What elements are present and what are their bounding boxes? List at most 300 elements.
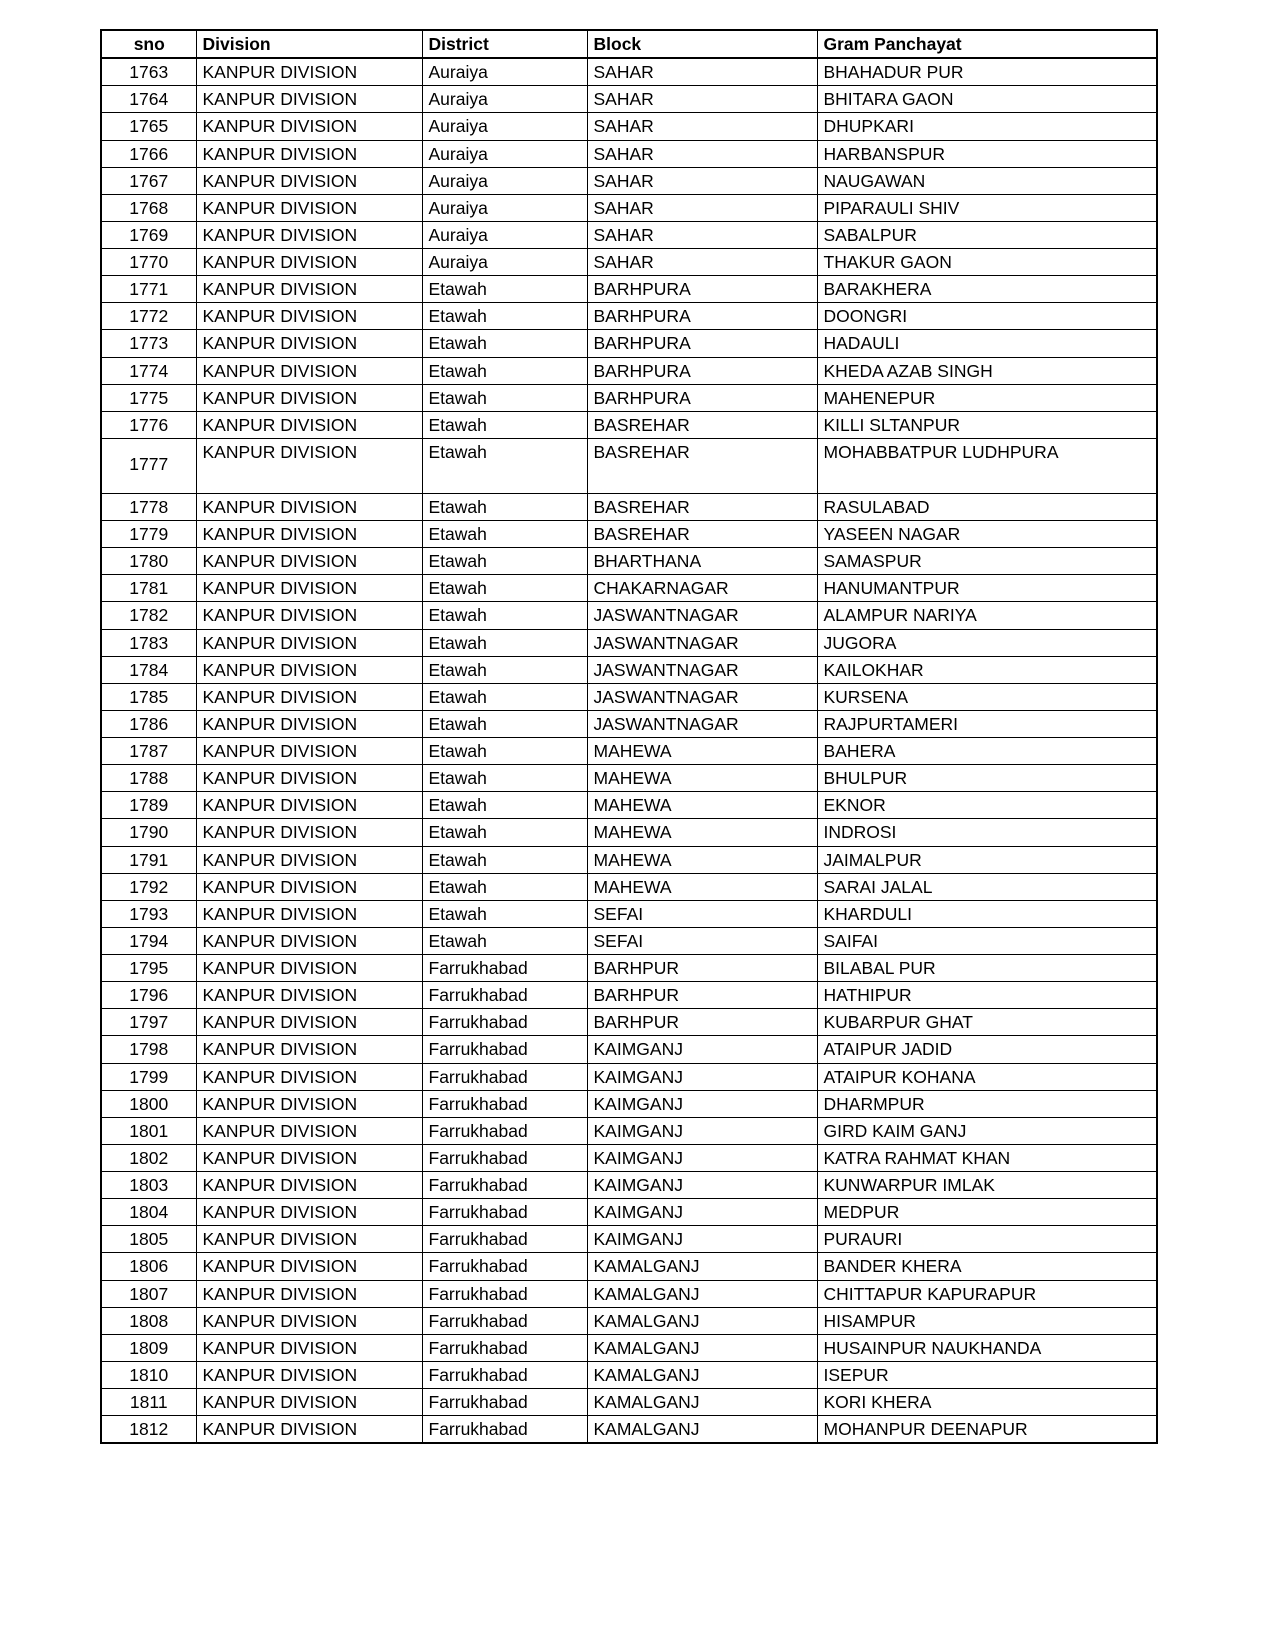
cell-sno: 1768 xyxy=(101,194,196,221)
cell-gram-panchayat: KURSENA xyxy=(817,683,1157,710)
table-body xyxy=(101,58,1157,1443)
cell-sno: 1783 xyxy=(101,629,196,656)
cell-block: MAHEWA xyxy=(587,792,817,819)
cell-block: JASWANTNAGAR xyxy=(587,710,817,737)
cell-division: KANPUR DIVISION xyxy=(196,249,422,276)
cell-district: Farrukhabad xyxy=(422,1172,587,1199)
cell-block: KAIMGANJ xyxy=(587,1036,817,1063)
table-row xyxy=(101,140,1157,167)
table-row xyxy=(101,438,1157,493)
cell-block: SAHAR xyxy=(587,167,817,194)
gram-panchayat-table xyxy=(100,29,1158,1444)
cell-sno: 1804 xyxy=(101,1199,196,1226)
cell-district: Farrukhabad xyxy=(422,982,587,1009)
cell-sno: 1787 xyxy=(101,738,196,765)
cell-division: KANPUR DIVISION xyxy=(196,873,422,900)
cell-division: KANPUR DIVISION xyxy=(196,792,422,819)
cell-gram-panchayat: RAJPURTAMERI xyxy=(817,710,1157,737)
cell-district: Farrukhabad xyxy=(422,1117,587,1144)
cell-division: KANPUR DIVISION xyxy=(196,900,422,927)
cell-district: Farrukhabad xyxy=(422,1307,587,1334)
cell-gram-panchayat: KAILOKHAR xyxy=(817,656,1157,683)
table-row xyxy=(101,629,1157,656)
table-row xyxy=(101,167,1157,194)
cell-sno: 1779 xyxy=(101,521,196,548)
cell-sno: 1793 xyxy=(101,900,196,927)
cell-gram-panchayat: EKNOR xyxy=(817,792,1157,819)
table-row xyxy=(101,86,1157,113)
cell-block: BARHPUR xyxy=(587,1009,817,1036)
table-row xyxy=(101,113,1157,140)
cell-gram-panchayat: THAKUR GAON xyxy=(817,249,1157,276)
cell-gram-panchayat: YASEEN NAGAR xyxy=(817,521,1157,548)
cell-gram-panchayat: ATAIPUR JADID xyxy=(817,1036,1157,1063)
cell-sno: 1806 xyxy=(101,1253,196,1280)
cell-gram-panchayat: HANUMANTPUR xyxy=(817,575,1157,602)
cell-gram-panchayat: BHITARA GAON xyxy=(817,86,1157,113)
table-row xyxy=(101,1199,1157,1226)
cell-block: BASREHAR xyxy=(587,438,817,493)
cell-division: KANPUR DIVISION xyxy=(196,493,422,520)
cell-division: KANPUR DIVISION xyxy=(196,303,422,330)
table-row xyxy=(101,548,1157,575)
column-header-gram-panchayat: Gram Panchayat xyxy=(817,30,1157,58)
column-header-district: District xyxy=(422,30,587,58)
cell-gram-panchayat: KHARDULI xyxy=(817,900,1157,927)
cell-gram-panchayat: BANDER KHERA xyxy=(817,1253,1157,1280)
cell-block: SAHAR xyxy=(587,221,817,248)
cell-block: MAHEWA xyxy=(587,873,817,900)
cell-gram-panchayat: SAIFAI xyxy=(817,927,1157,954)
cell-division: KANPUR DIVISION xyxy=(196,1389,422,1416)
cell-block: SAHAR xyxy=(587,140,817,167)
cell-division: KANPUR DIVISION xyxy=(196,1253,422,1280)
cell-district: Farrukhabad xyxy=(422,1389,587,1416)
cell-district: Etawah xyxy=(422,548,587,575)
cell-district: Auraiya xyxy=(422,140,587,167)
cell-division: KANPUR DIVISION xyxy=(196,1090,422,1117)
cell-sno: 1810 xyxy=(101,1361,196,1388)
cell-gram-panchayat: ATAIPUR KOHANA xyxy=(817,1063,1157,1090)
table-header xyxy=(101,30,1157,58)
table-row xyxy=(101,1036,1157,1063)
cell-district: Etawah xyxy=(422,384,587,411)
cell-gram-panchayat: HATHIPUR xyxy=(817,982,1157,1009)
cell-block: KAMALGANJ xyxy=(587,1307,817,1334)
table-row xyxy=(101,982,1157,1009)
cell-division: KANPUR DIVISION xyxy=(196,140,422,167)
cell-sno: 1785 xyxy=(101,683,196,710)
cell-sno: 1792 xyxy=(101,873,196,900)
cell-block: SAHAR xyxy=(587,249,817,276)
cell-district: Etawah xyxy=(422,683,587,710)
cell-division: KANPUR DIVISION xyxy=(196,1144,422,1171)
table-row xyxy=(101,411,1157,438)
table-row xyxy=(101,384,1157,411)
cell-sno: 1777 xyxy=(101,438,196,493)
table-row xyxy=(101,357,1157,384)
cell-gram-panchayat: SABALPUR xyxy=(817,221,1157,248)
cell-district: Etawah xyxy=(422,493,587,520)
cell-division: KANPUR DIVISION xyxy=(196,1334,422,1361)
table-row xyxy=(101,1280,1157,1307)
cell-division: KANPUR DIVISION xyxy=(196,629,422,656)
cell-block: BASREHAR xyxy=(587,493,817,520)
table-row xyxy=(101,656,1157,683)
cell-division: KANPUR DIVISION xyxy=(196,1280,422,1307)
cell-block: JASWANTNAGAR xyxy=(587,629,817,656)
cell-block: JASWANTNAGAR xyxy=(587,683,817,710)
cell-district: Etawah xyxy=(422,276,587,303)
table-row xyxy=(101,575,1157,602)
cell-block: BARHPUR xyxy=(587,982,817,1009)
cell-block: BASREHAR xyxy=(587,521,817,548)
cell-gram-panchayat: RASULABAD xyxy=(817,493,1157,520)
cell-district: Etawah xyxy=(422,330,587,357)
column-header-division: Division xyxy=(196,30,422,58)
cell-district: Etawah xyxy=(422,873,587,900)
cell-gram-panchayat: HADAULI xyxy=(817,330,1157,357)
cell-district: Etawah xyxy=(422,927,587,954)
cell-district: Farrukhabad xyxy=(422,1009,587,1036)
cell-district: Auraiya xyxy=(422,113,587,140)
cell-gram-panchayat: DHARMPUR xyxy=(817,1090,1157,1117)
cell-sno: 1771 xyxy=(101,276,196,303)
table-row xyxy=(101,765,1157,792)
cell-sno: 1803 xyxy=(101,1172,196,1199)
table-row xyxy=(101,493,1157,520)
cell-district: Etawah xyxy=(422,303,587,330)
cell-sno: 1807 xyxy=(101,1280,196,1307)
cell-division: KANPUR DIVISION xyxy=(196,276,422,303)
cell-gram-panchayat: KATRA RAHMAT KHAN xyxy=(817,1144,1157,1171)
cell-sno: 1766 xyxy=(101,140,196,167)
cell-district: Farrukhabad xyxy=(422,1253,587,1280)
cell-sno: 1800 xyxy=(101,1090,196,1117)
cell-sno: 1812 xyxy=(101,1416,196,1444)
table-row xyxy=(101,1389,1157,1416)
cell-district: Farrukhabad xyxy=(422,1280,587,1307)
cell-sno: 1780 xyxy=(101,548,196,575)
table-row xyxy=(101,602,1157,629)
cell-block: KAIMGANJ xyxy=(587,1199,817,1226)
column-header-sno: sno xyxy=(101,30,196,58)
cell-district: Auraiya xyxy=(422,167,587,194)
cell-district: Etawah xyxy=(422,710,587,737)
table-row xyxy=(101,819,1157,846)
cell-block: BARHPURA xyxy=(587,276,817,303)
cell-block: MAHEWA xyxy=(587,846,817,873)
cell-division: KANPUR DIVISION xyxy=(196,1416,422,1444)
cell-division: KANPUR DIVISION xyxy=(196,330,422,357)
cell-district: Etawah xyxy=(422,738,587,765)
cell-gram-panchayat: ALAMPUR NARIYA xyxy=(817,602,1157,629)
cell-gram-panchayat: KORI KHERA xyxy=(817,1389,1157,1416)
cell-sno: 1784 xyxy=(101,656,196,683)
cell-district: Etawah xyxy=(422,357,587,384)
cell-gram-panchayat: PURAURI xyxy=(817,1226,1157,1253)
cell-block: SAHAR xyxy=(587,58,817,86)
table-row xyxy=(101,1307,1157,1334)
cell-division: KANPUR DIVISION xyxy=(196,357,422,384)
table-row xyxy=(101,1117,1157,1144)
cell-division: KANPUR DIVISION xyxy=(196,113,422,140)
cell-sno: 1769 xyxy=(101,221,196,248)
cell-gram-panchayat: CHITTAPUR KAPURAPUR xyxy=(817,1280,1157,1307)
cell-division: KANPUR DIVISION xyxy=(196,411,422,438)
cell-sno: 1778 xyxy=(101,493,196,520)
cell-block: SAHAR xyxy=(587,113,817,140)
table-row xyxy=(101,249,1157,276)
cell-block: MAHEWA xyxy=(587,819,817,846)
cell-gram-panchayat: HISAMPUR xyxy=(817,1307,1157,1334)
cell-sno: 1765 xyxy=(101,113,196,140)
cell-district: Farrukhabad xyxy=(422,1090,587,1117)
cell-block: KAMALGANJ xyxy=(587,1361,817,1388)
cell-block: MAHEWA xyxy=(587,765,817,792)
cell-district: Farrukhabad xyxy=(422,1416,587,1444)
cell-division: KANPUR DIVISION xyxy=(196,521,422,548)
cell-sno: 1801 xyxy=(101,1117,196,1144)
cell-division: KANPUR DIVISION xyxy=(196,846,422,873)
cell-division: KANPUR DIVISION xyxy=(196,1063,422,1090)
table-row xyxy=(101,1009,1157,1036)
table-row xyxy=(101,1361,1157,1388)
cell-gram-panchayat: DHUPKARI xyxy=(817,113,1157,140)
cell-block: SAHAR xyxy=(587,194,817,221)
cell-division: KANPUR DIVISION xyxy=(196,1172,422,1199)
cell-division: KANPUR DIVISION xyxy=(196,1117,422,1144)
cell-gram-panchayat: KHEDA AZAB SINGH xyxy=(817,357,1157,384)
cell-gram-panchayat: SAMASPUR xyxy=(817,548,1157,575)
cell-division: KANPUR DIVISION xyxy=(196,738,422,765)
table-row xyxy=(101,955,1157,982)
cell-district: Etawah xyxy=(422,900,587,927)
cell-block: BHARTHANA xyxy=(587,548,817,575)
column-header-block: Block xyxy=(587,30,817,58)
table-header-row xyxy=(101,30,1157,58)
cell-district: Etawah xyxy=(422,602,587,629)
cell-sno: 1763 xyxy=(101,58,196,86)
cell-division: KANPUR DIVISION xyxy=(196,982,422,1009)
cell-division: KANPUR DIVISION xyxy=(196,167,422,194)
cell-block: KAIMGANJ xyxy=(587,1117,817,1144)
table-row xyxy=(101,1144,1157,1171)
cell-gram-panchayat: JUGORA xyxy=(817,629,1157,656)
cell-sno: 1799 xyxy=(101,1063,196,1090)
cell-division: KANPUR DIVISION xyxy=(196,221,422,248)
cell-gram-panchayat: ISEPUR xyxy=(817,1361,1157,1388)
cell-sno: 1764 xyxy=(101,86,196,113)
cell-sno: 1789 xyxy=(101,792,196,819)
cell-division: KANPUR DIVISION xyxy=(196,710,422,737)
table-row xyxy=(101,521,1157,548)
cell-block: KAMALGANJ xyxy=(587,1253,817,1280)
cell-district: Farrukhabad xyxy=(422,1063,587,1090)
cell-district: Etawah xyxy=(422,629,587,656)
cell-block: JASWANTNAGAR xyxy=(587,602,817,629)
cell-district: Auraiya xyxy=(422,249,587,276)
cell-gram-panchayat: MAHENEPUR xyxy=(817,384,1157,411)
cell-gram-panchayat: MOHANPUR DEENAPUR xyxy=(817,1416,1157,1444)
cell-division: KANPUR DIVISION xyxy=(196,1036,422,1063)
cell-division: KANPUR DIVISION xyxy=(196,656,422,683)
cell-district: Etawah xyxy=(422,792,587,819)
table-row xyxy=(101,330,1157,357)
cell-gram-panchayat: KUBARPUR GHAT xyxy=(817,1009,1157,1036)
cell-district: Etawah xyxy=(422,656,587,683)
table-row xyxy=(101,792,1157,819)
cell-division: KANPUR DIVISION xyxy=(196,1307,422,1334)
cell-sno: 1782 xyxy=(101,602,196,629)
cell-division: KANPUR DIVISION xyxy=(196,819,422,846)
cell-district: Auraiya xyxy=(422,86,587,113)
table-row xyxy=(101,58,1157,86)
cell-division: KANPUR DIVISION xyxy=(196,955,422,982)
table-row xyxy=(101,1334,1157,1361)
cell-division: KANPUR DIVISION xyxy=(196,384,422,411)
cell-block: BARHPURA xyxy=(587,330,817,357)
table-row xyxy=(101,738,1157,765)
cell-sno: 1788 xyxy=(101,765,196,792)
cell-block: BARHPURA xyxy=(587,357,817,384)
table-row xyxy=(101,1172,1157,1199)
cell-gram-panchayat: BHAHADUR PUR xyxy=(817,58,1157,86)
table-row xyxy=(101,1416,1157,1444)
cell-district: Etawah xyxy=(422,575,587,602)
cell-gram-panchayat: DOONGRI xyxy=(817,303,1157,330)
cell-gram-panchayat: KILLI SLTANPUR xyxy=(817,411,1157,438)
cell-division: KANPUR DIVISION xyxy=(196,438,422,493)
cell-sno: 1811 xyxy=(101,1389,196,1416)
cell-sno: 1797 xyxy=(101,1009,196,1036)
cell-sno: 1790 xyxy=(101,819,196,846)
cell-block: KAIMGANJ xyxy=(587,1144,817,1171)
cell-block: KAIMGANJ xyxy=(587,1226,817,1253)
cell-gram-panchayat: KUNWARPUR IMLAK xyxy=(817,1172,1157,1199)
cell-sno: 1802 xyxy=(101,1144,196,1171)
cell-gram-panchayat: JAIMALPUR xyxy=(817,846,1157,873)
cell-district: Farrukhabad xyxy=(422,1144,587,1171)
table-row xyxy=(101,1253,1157,1280)
cell-gram-panchayat: BHULPUR xyxy=(817,765,1157,792)
cell-gram-panchayat: PIPARAULI SHIV xyxy=(817,194,1157,221)
cell-sno: 1795 xyxy=(101,955,196,982)
cell-block: KAMALGANJ xyxy=(587,1416,817,1444)
table-row xyxy=(101,1063,1157,1090)
cell-gram-panchayat: BAHERA xyxy=(817,738,1157,765)
cell-division: KANPUR DIVISION xyxy=(196,1009,422,1036)
table-row xyxy=(101,710,1157,737)
cell-sno: 1772 xyxy=(101,303,196,330)
cell-district: Farrukhabad xyxy=(422,1226,587,1253)
cell-district: Farrukhabad xyxy=(422,1361,587,1388)
cell-district: Etawah xyxy=(422,438,587,493)
cell-block: KAMALGANJ xyxy=(587,1334,817,1361)
cell-division: KANPUR DIVISION xyxy=(196,194,422,221)
cell-sno: 1774 xyxy=(101,357,196,384)
table-row xyxy=(101,846,1157,873)
cell-district: Etawah xyxy=(422,411,587,438)
table-row xyxy=(101,1226,1157,1253)
cell-block: KAMALGANJ xyxy=(587,1280,817,1307)
cell-division: KANPUR DIVISION xyxy=(196,602,422,629)
cell-division: KANPUR DIVISION xyxy=(196,765,422,792)
cell-district: Auraiya xyxy=(422,194,587,221)
cell-sno: 1776 xyxy=(101,411,196,438)
cell-sno: 1773 xyxy=(101,330,196,357)
table-row xyxy=(101,276,1157,303)
cell-block: SEFAI xyxy=(587,900,817,927)
cell-gram-panchayat: INDROSI xyxy=(817,819,1157,846)
cell-sno: 1794 xyxy=(101,927,196,954)
cell-district: Etawah xyxy=(422,521,587,548)
cell-district: Farrukhabad xyxy=(422,955,587,982)
cell-block: MAHEWA xyxy=(587,738,817,765)
cell-gram-panchayat: HUSAINPUR NAUKHANDA xyxy=(817,1334,1157,1361)
table-row xyxy=(101,221,1157,248)
cell-gram-panchayat: MEDPUR xyxy=(817,1199,1157,1226)
table-row xyxy=(101,683,1157,710)
cell-block: BARHPURA xyxy=(587,303,817,330)
cell-sno: 1767 xyxy=(101,167,196,194)
cell-gram-panchayat: SARAI JALAL xyxy=(817,873,1157,900)
cell-sno: 1808 xyxy=(101,1307,196,1334)
cell-block: KAMALGANJ xyxy=(587,1389,817,1416)
cell-district: Etawah xyxy=(422,819,587,846)
cell-division: KANPUR DIVISION xyxy=(196,58,422,86)
cell-gram-panchayat: NAUGAWAN xyxy=(817,167,1157,194)
table-row xyxy=(101,303,1157,330)
cell-sno: 1786 xyxy=(101,710,196,737)
cell-gram-panchayat: HARBANSPUR xyxy=(817,140,1157,167)
cell-sno: 1805 xyxy=(101,1226,196,1253)
cell-gram-panchayat: BARAKHERA xyxy=(817,276,1157,303)
cell-sno: 1791 xyxy=(101,846,196,873)
cell-block: BARHPUR xyxy=(587,955,817,982)
cell-division: KANPUR DIVISION xyxy=(196,683,422,710)
cell-district: Farrukhabad xyxy=(422,1334,587,1361)
cell-block: BASREHAR xyxy=(587,411,817,438)
table-row xyxy=(101,900,1157,927)
cell-division: KANPUR DIVISION xyxy=(196,1226,422,1253)
cell-division: KANPUR DIVISION xyxy=(196,86,422,113)
cell-district: Auraiya xyxy=(422,221,587,248)
cell-division: KANPUR DIVISION xyxy=(196,575,422,602)
cell-sno: 1809 xyxy=(101,1334,196,1361)
cell-district: Farrukhabad xyxy=(422,1199,587,1226)
cell-sno: 1781 xyxy=(101,575,196,602)
cell-sno: 1770 xyxy=(101,249,196,276)
table-row xyxy=(101,194,1157,221)
cell-block: BARHPURA xyxy=(587,384,817,411)
cell-block: SAHAR xyxy=(587,86,817,113)
cell-sno: 1796 xyxy=(101,982,196,1009)
cell-district: Auraiya xyxy=(422,58,587,86)
cell-district: Farrukhabad xyxy=(422,1036,587,1063)
cell-block: JASWANTNAGAR xyxy=(587,656,817,683)
table-row xyxy=(101,873,1157,900)
cell-district: Etawah xyxy=(422,765,587,792)
cell-sno: 1798 xyxy=(101,1036,196,1063)
table-row xyxy=(101,927,1157,954)
cell-block: KAIMGANJ xyxy=(587,1090,817,1117)
cell-division: KANPUR DIVISION xyxy=(196,927,422,954)
cell-division: KANPUR DIVISION xyxy=(196,548,422,575)
cell-division: KANPUR DIVISION xyxy=(196,1199,422,1226)
cell-district: Etawah xyxy=(422,846,587,873)
cell-block: KAIMGANJ xyxy=(587,1063,817,1090)
